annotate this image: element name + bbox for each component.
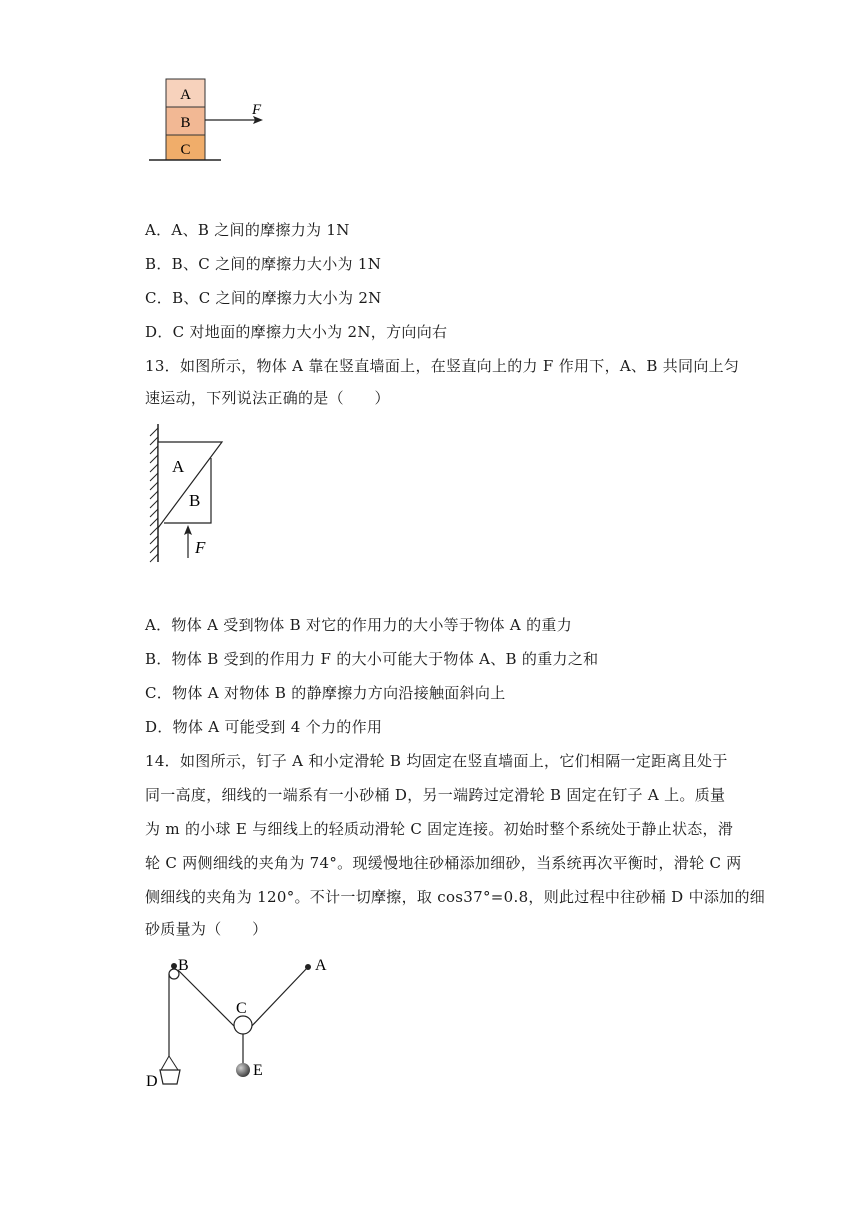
label-b: B <box>189 491 201 510</box>
label-c: C <box>236 1000 247 1017</box>
stacked-blocks-figure <box>145 74 275 164</box>
label-a: A <box>315 957 327 974</box>
block-a-label: A <box>180 87 191 103</box>
triangle-a <box>158 442 222 528</box>
q14-stem-line5: 侧细线的夹角为 120°。不计一切摩擦，取 cos37°=0.8，则此过程中往砂桶 D 中添加的细 <box>145 888 766 906</box>
block-c-label: C <box>180 142 191 158</box>
q14-stem-line2: 同一高度，细线的一端系有一小砂桶 D，另一端跨过定滑轮 B 固定在钉子 A 上。质量 <box>145 786 726 804</box>
wall-wedge-figure <box>140 420 240 566</box>
bucket-handle-right <box>169 1056 178 1070</box>
bucket-d <box>160 1070 180 1084</box>
pulley-c <box>234 1016 252 1034</box>
string-b-to-c <box>178 970 238 1030</box>
label-d: D <box>146 1073 158 1090</box>
pulley-b-pin <box>171 963 177 969</box>
q13-option-b: B．物体 B 受到的作用力 F 的大小可能大于物体 A、B 的重力之和 <box>145 650 599 668</box>
q14-stem-line6: 砂质量为（ ） <box>145 920 268 938</box>
q14-stem-line1: 14．如图所示，钉子 A 和小定滑轮 B 均固定在竖直墙面上，它们相隔一定距离且处于 <box>145 752 728 770</box>
force-label: F <box>252 102 262 118</box>
block-b-label: B <box>180 115 191 131</box>
wall-hatching <box>150 428 158 562</box>
label-e: E <box>253 1062 263 1079</box>
q13-option-a: A．物体 A 受到物体 B 对它的作用力的大小等于物体 A 的重力 <box>145 616 573 634</box>
q12-option-d: D．C 对地面的摩擦力大小为 2N，方向向右 <box>145 323 448 341</box>
string-c-to-a <box>248 967 308 1030</box>
label-a: A <box>172 457 185 476</box>
label-f: F <box>195 538 206 557</box>
q14-stem-line3: 为 m 的小球 E 与细线上的轻质动滑轮 C 固定连接。初始时整个系统处于静止状态，滑 <box>145 820 734 838</box>
q12-option-c: C．B、C 之间的摩擦力大小为 2N <box>145 289 382 307</box>
label-b: B <box>178 957 189 974</box>
q13-option-c: C．物体 A 对物体 B 的静摩擦力方向沿接触面斜向上 <box>145 684 506 702</box>
q13-stem-line2: 速运动，下列说法正确的是（ ） <box>145 389 390 407</box>
ball-e <box>236 1063 250 1077</box>
q13-stem-line1: 13．如图所示，物体 A 靠在竖直墙面上，在竖直向上的力 F 作用下，A、B 共同向上匀 <box>145 357 740 375</box>
q13-option-d: D．物体 A 可能受到 4 个力的作用 <box>145 718 383 736</box>
q12-option-a: A．A、B 之间的摩擦力为 1N <box>145 221 350 239</box>
bucket-handle-left <box>161 1056 169 1070</box>
pulley-system-figure <box>140 950 340 1092</box>
q12-option-b: B．B、C 之间的摩擦力大小为 1N <box>145 255 382 273</box>
q14-stem-line4: 轮 C 两侧细线的夹角为 74°。现缓慢地往砂桶添加细砂，当系统再次平衡时，滑轮 C 两 <box>145 854 742 872</box>
